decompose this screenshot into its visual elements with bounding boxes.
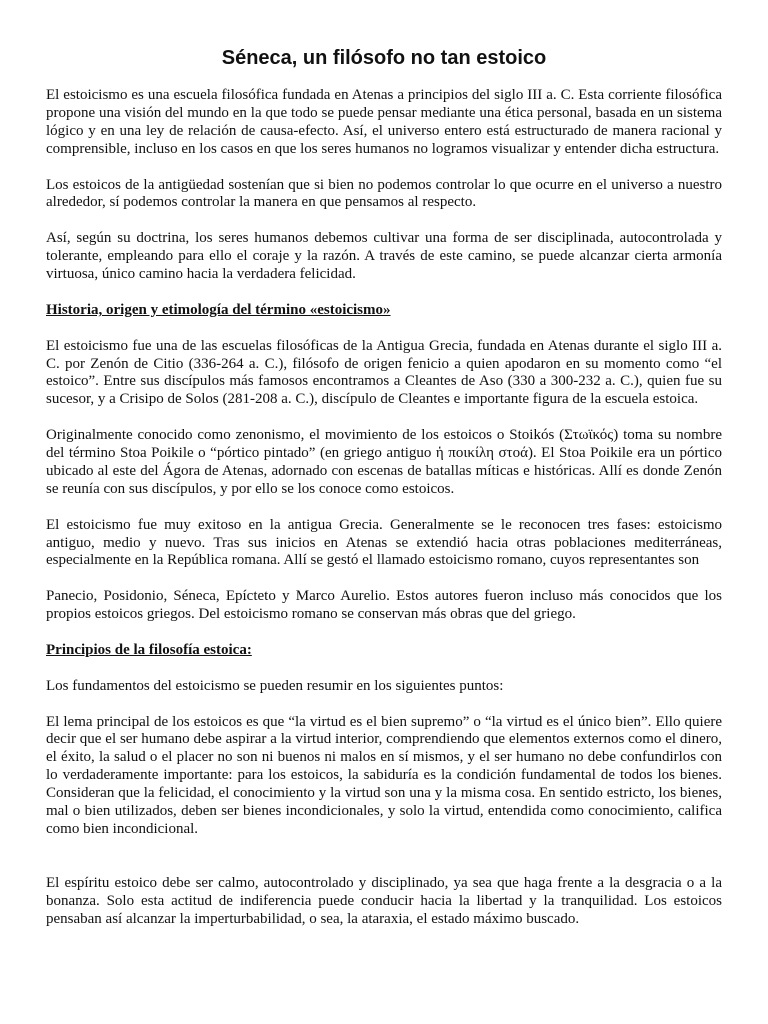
intro-paragraph-3: Así, según su doctrina, los seres humanos debemos cultivar una forma de ser disciplinada, autocontrolada y tolerante, empleando para ello el coraje y la razón. A través de este camino, se puede alcanzar cierta armonía virtuosa, único camino hacia la verdadera felicidad. — [46, 230, 722, 283]
intro-paragraph-1: El estoicismo es una escuela filosófica fundada en Atenas a principios del siglo III a. C. Esta corriente filosófica propone una visión del mundo en la que todo se puede pensar mediante una ética personal, basada en un sistema lógico y en una ley de relación de causa-efecto. Así, el universo entero está estructurado de manera racional y comprensible, incluso en los casos en que los seres humanos no logramos visualizar y entender dicha estructura. — [46, 87, 722, 157]
document-page — [0, 46, 768, 1024]
intro-paragraph-2: Los estoicos de la antigüedad sostenían que si bien no podemos controlar lo que ocurre en el universo a nuestro alrededor, sí podemos controlar la manera en que pensamos al respecto. — [46, 176, 722, 211]
history-paragraph-3: El estoicismo fue muy exitoso en la antigua Grecia. Generalmente se le reconocen tres fases: estoicismo antiguo, medio y nuevo. Tras sus inicios en Atenas se extendió hacia otras poblaciones mediterráneas, especialmente en la República romana. Allí se gestó el llamado estoicismo romano, cuyos representantes son — [46, 516, 722, 569]
principles-paragraph-1: Los fundamentos del estoicismo se pueden resumir en los siguientes puntos: — [46, 677, 504, 694]
principles-paragraph-2: El lema principal de los estoicos es que “la virtud es el bien supremo” o “la virtud es el único bien”. Ello quiere decir que el ser humano debe aspirar a la virtud interior, comprendiendo que elementos externos como el dinero, el éxito, la salud o el placer no son ni buenos ni malos en sí mismos, y el ser humano no debe confundirlos con lo verdaderamente importante: para los estoicos, la sabiduría es la condición fundamental de todos los bienes. Consideran que la felicidad, el conocimiento y la virtud son una y la misma cosa. En sentido estricto, los bienes, mal o bien utilizados, deben ser bienes incondicionales, y solo la virtud, entendida como conocimiento, califica como bien incondicional. — [46, 713, 722, 837]
history-paragraph-4: Panecio, Posidonio, Séneca, Epícteto y Marco Aurelio. Estos autores fueron incluso más conocidos que los propios estoicos griegos. Del estoicismo romano se conservan más obras que del griego. — [46, 588, 722, 623]
principles-paragraph-3: El espíritu estoico debe ser calmo, autocontrolado y disciplinado, ya sea que haga frente a la desgracia o a la bonanza. Solo esta actitud de indiferencia puede conducir hacia la libertad y la tranquilidad. Los estoicos pensaban así alcanzar la imperturbabilidad, o sea, la ataraxia, el estado máximo buscado. — [46, 874, 722, 927]
section-heading-principles: Principios de la filosofía estoica: — [46, 641, 252, 658]
history-paragraph-1: El estoicismo fue una de las escuelas filosóficas de la Antigua Grecia, fundada en Atenas durante el siglo III a. C. por Zenón de Citio (336-264 a. C.), filósofo de origen fenicio a quien apodaron en su momento como “el estoico”. Entre sus discípulos más famosos encontramos a Cleantes de Aso (330 a 300-232 a. C.), quien fue su sucesor, y a Crisipo de Solos (281-208 a. C.), discípulo de Cleantes e importante figura de la escuela estoica. — [46, 337, 722, 408]
document-title: Séneca, un filósofo no tan estoico — [221, 47, 547, 69]
history-paragraph-2: Originalmente conocido como zenonismo, el movimiento de los estoicos o Stoikós (Στωϊκός) toma su nombre del término Stoa Poikile o “pórtico pintado” (en griego antiguo ἡ ποικίλη στοά). El Stoa Poikile era un pórtico ubicado al este del Ágora de Atenas, adornado con escenas de batallas míticas e históricas. Allí es donde Zenón se reunía con sus discípulos, y por ello se los conoce como estoicos. — [46, 427, 722, 497]
section-heading-history: Historia, origen y etimología del término «estoicismo» — [46, 301, 391, 318]
